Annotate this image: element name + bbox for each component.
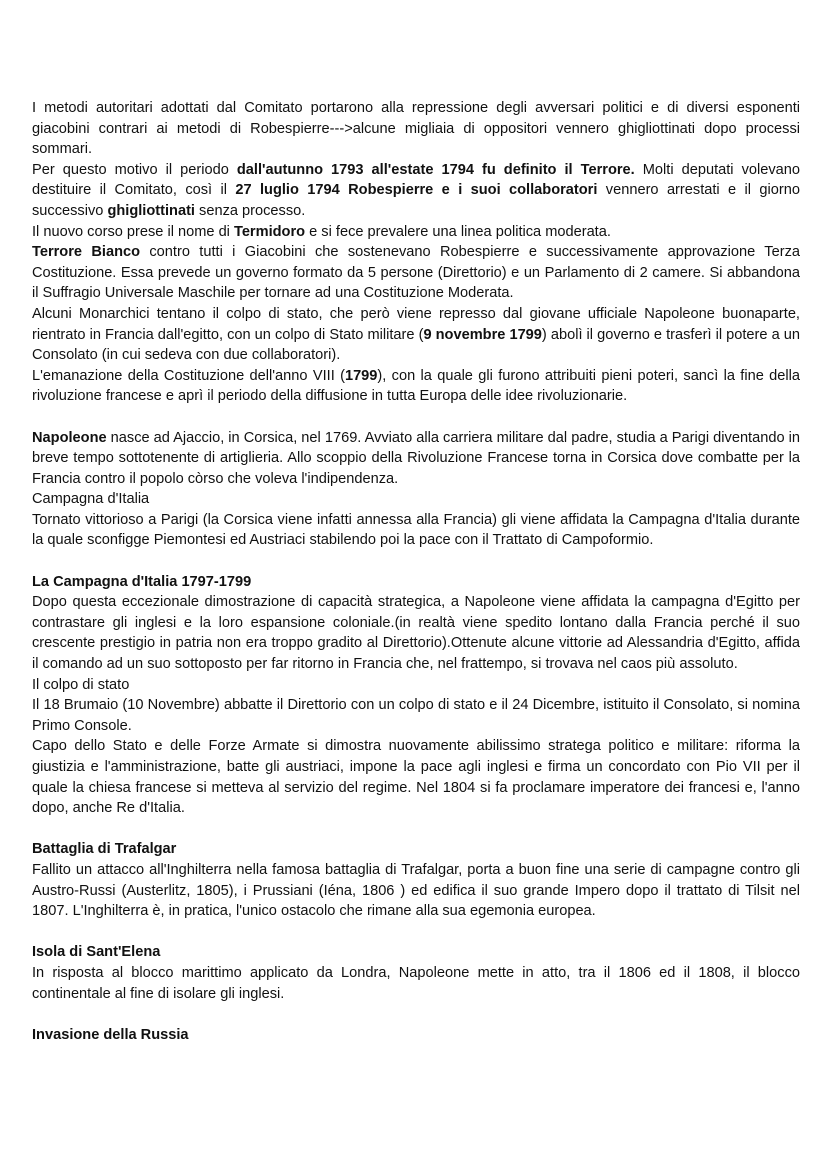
paragraph: Tornato vittorioso a Parigi (la Corsica viene infatti annessa alla Francia) gli viene affidata la Campagna d'Italia durante la quale sconfigge Piemontesi ed Austriaci stabilendo poi la pace con il Trattato di Campoformio. — [32, 511, 800, 549]
section-heading: Isola di Sant'Elena — [32, 944, 161, 961]
section-heading: Invasione della Russia — [32, 1026, 189, 1043]
paragraph: Capo dello Stato e delle Forze Armate si dimostra nuovamente abilissimo stratega politico e militare: riforma la giustizia e l'amministrazione, batte gli austriaci, impone la pace agli inglesi e firma un concordato con Pio VII per il quale la chiesa francese si metteva al servizio del regime. Nel 1804 si fa proclamare imperatore dei francesi e, l'anno dopo, anche Re d'Italia. — [32, 738, 800, 817]
document-body — [32, 98, 800, 1045]
paragraph: Alcuni Monarchici tentano il colpo di stato, che però viene represso dal giovane ufficiale Napoleone buonaparte, rientrato in Francia dall'egitto, con un colpo di Stato militare (9 novembre 1799) abolì il governo e trasferì il potere a un Consolato (in cui sedeva con due collaboratori). — [32, 305, 800, 364]
paragraph: Fallito un attacco all'Inghilterra nella famosa battaglia di Trafalgar, porta a buon fine una serie di campagne contro gli Austro-Russi (Austerlitz, 1805), i Prussiani (Iéna, 1806 ) ed edifica il suo grande Impero dopo il trattato di Tilsit nel 1807. L'Inghilterra è, in pratica, l'unico ostacolo che rimane alla sua egemonia europea. — [32, 861, 800, 920]
paragraph: In risposta al blocco marittimo applicato da Londra, Napoleone mette in atto, tra il 1806 ed il 1808, il blocco continentale al fine di isolare gli inglesi. — [32, 964, 800, 1002]
spacer — [32, 819, 800, 840]
section-heading: Battaglia di Trafalgar — [32, 841, 177, 858]
paragraph: Il nuovo corso prese il nome di Termidoro e si fece prevalere una linea politica moderata. — [32, 223, 611, 240]
subtitle: Il colpo di stato — [32, 676, 130, 693]
paragraph: Per questo motivo il periodo dall'autunno 1793 all'estate 1794 fu definito il Terrore. Molti deputati volevano destituire il Comitato, così il 27 luglio 1794 Robespierre e i suoi collaboratori vennero arrestati e il giorno successivo ghigliottinati senza processo. — [32, 161, 801, 219]
paragraph: Il 18 Brumaio (10 Novembre) abbatte il Direttorio con un colpo di stato e il 24 Dicembre, istituito il Consolato, si nomina Primo Console. — [32, 697, 800, 734]
paragraph: Napoleone nasce ad Ajaccio, in Corsica, nel 1769. Avviato alla carriera militare dal padre, studia a Parigi diventando in breve tempo sottotenente di artiglieria. Allo scoppio della Rivoluzione Francese torna in Corsica dove combatte per la Francia contro il popolo còrso che voleva l'indipendenza. — [32, 429, 800, 487]
paragraph: Dopo questa eccezionale dimostrazione di capacità strategica, a Napoleone viene affidata la campagna d'Egitto per contrastare gli inglesi e la loro espansione coloniale.(in realtà viene spedito lontano dalla Francia perché il suo crescente prestigio in patria non era troppo gradito al Direttorio).Ottenute alcune vittorie ad Alessandria d'Egitto, affida il comando ad un suo sottoposto per far ritorno in Francia che, nel frattempo, si trovava nel caos più assoluto. — [32, 594, 800, 673]
spacer — [32, 1004, 800, 1025]
paragraph: I metodi autoritari adottati dal Comitato portarono alla repressione degli avversari politici e di diversi esponenti giacobini contrari ai metodi di Robespierre--->alcune migliaia di oppositori vennero ghigliottinati dopo processi sommari. — [32, 100, 800, 158]
subtitle: Campagna d'Italia — [32, 491, 150, 508]
spacer — [32, 551, 800, 572]
paragraph: L'emanazione della Costituzione dell'anno VIII (1799), con la quale gli furono attribuiti pieni poteri, sancì la fine della rivoluzione francese e aprì il periodo della diffusione in tutta Europa delle idee rivoluzionarie. — [32, 367, 800, 405]
paragraph: Terrore Bianco contro tutti i Giacobini che sostenevano Robespierre e successivamente approvazione Terza Costituzione. Essa prevede un governo formato da 5 persone (Direttorio) e un Parlamento di 2 camere. Si abbandona il Suffragio Universale Maschile per tornare ad una Costituzione Moderata. — [32, 244, 800, 302]
spacer — [32, 407, 800, 428]
spacer — [32, 922, 800, 943]
section-heading: La Campagna d'Italia 1797-1799 — [32, 573, 252, 590]
